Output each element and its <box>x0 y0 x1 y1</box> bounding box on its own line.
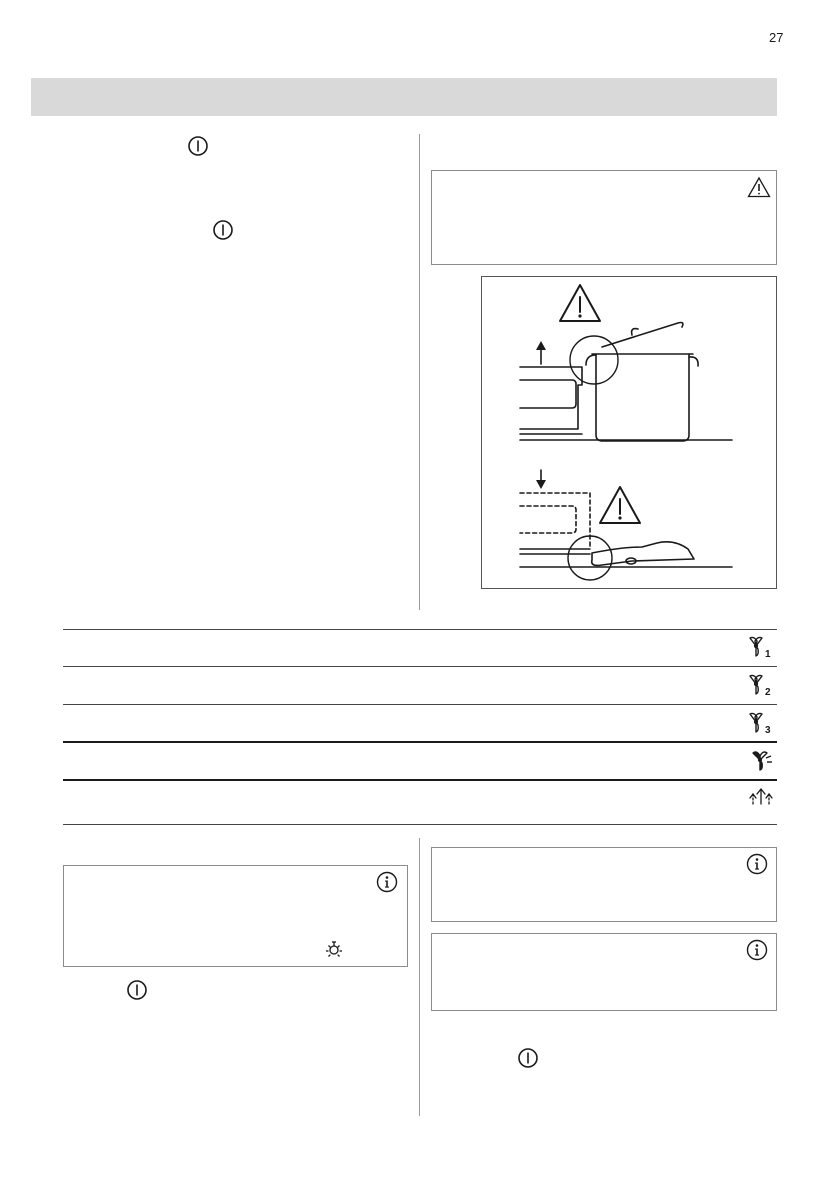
column-divider-top <box>419 134 420 610</box>
fan-speed-2-icon <box>746 673 776 697</box>
table-rule <box>63 824 777 825</box>
fan-speed-1-icon <box>746 635 776 659</box>
info-box <box>63 865 408 967</box>
automatic-extraction-icon <box>746 784 776 808</box>
svg-text:1: 1 <box>765 649 771 659</box>
power-icon <box>517 1047 539 1069</box>
fan-intensive-icon <box>746 748 776 772</box>
warning-icon <box>747 176 771 198</box>
light-bulb-icon <box>323 938 345 960</box>
info-icon <box>746 853 768 875</box>
power-icon <box>187 135 209 157</box>
svg-text:2: 2 <box>765 687 771 697</box>
table-rule <box>63 629 777 630</box>
info-box <box>431 847 777 922</box>
power-icon <box>212 219 234 241</box>
info-icon <box>746 939 768 961</box>
page-number: 27 <box>769 30 784 45</box>
svg-text:3: 3 <box>765 725 771 735</box>
info-box <box>431 933 777 1011</box>
warning-box <box>431 170 777 265</box>
hood-pot-drawing <box>482 277 776 588</box>
table-rule <box>63 666 777 667</box>
column-divider-bottom <box>419 838 420 1116</box>
power-icon <box>126 979 148 1001</box>
fan-speed-3-icon <box>746 711 776 735</box>
table-rule <box>63 741 777 743</box>
info-icon <box>376 871 398 893</box>
table-rule <box>63 704 777 705</box>
hood-pot-illustration <box>481 276 777 589</box>
section-header-band <box>31 78 777 116</box>
table-rule <box>63 779 777 781</box>
